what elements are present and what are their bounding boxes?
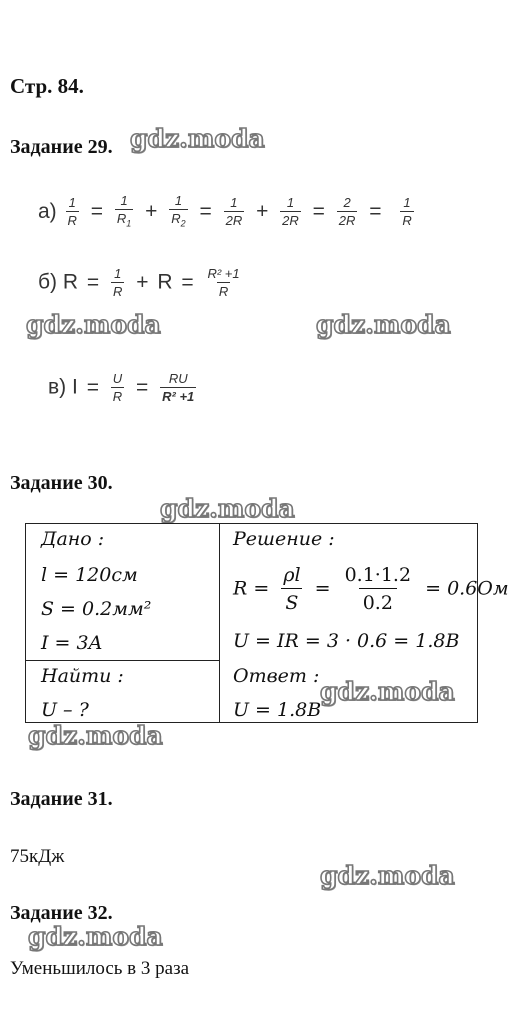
task-31-heading: Задание 31. bbox=[10, 788, 113, 810]
fraction: $\frac{1}{R_1}$ bbox=[115, 192, 133, 233]
given-area: S = 0.2мм² bbox=[41, 598, 152, 620]
formula-voltage: U = IR = 3 · 0.6 = 1.8B bbox=[233, 630, 460, 652]
answer-value: U = 1.8B bbox=[233, 699, 322, 721]
given-label: Дано : bbox=[41, 528, 105, 550]
find-label: Найти : bbox=[41, 665, 124, 687]
watermark: gdz.moda bbox=[28, 922, 163, 951]
fraction: $\frac{0.1\cdot 1.2}{0.2}$ bbox=[341, 562, 415, 617]
table-divider bbox=[219, 524, 220, 722]
table-divider bbox=[26, 660, 219, 661]
formula-v: в) I = $\frac{U}{R}$ = $\frac{RU}{\text{R² +1}}$ bbox=[48, 371, 195, 404]
formula-b: б) R = $\frac{1}{R}$ + R = $\frac{\text{R² +1}}{R}$ bbox=[38, 266, 240, 299]
answer-label: Ответ : bbox=[233, 665, 320, 687]
task-32-heading: Задание 32. bbox=[10, 902, 113, 924]
given-length: l = 120см bbox=[41, 564, 138, 586]
formula-resistance: R = $\frac{\rho l}{S}$ = $\frac{0.1\cdot 1.2}{0.2}$ = 0.6Ом bbox=[233, 562, 509, 617]
watermark: gdz.moda bbox=[320, 677, 455, 706]
formula-v-label: в) bbox=[48, 375, 67, 399]
fraction: $\frac{RU}{\text{R² +1}}$ bbox=[162, 371, 195, 404]
fraction: $\frac{1}{R_2}$ bbox=[169, 192, 187, 233]
formula-a: а) $\frac{1}{R}$ = $\frac{1}{R_1}$ + $\frac{1}{R_2}$ = $\frac{1}{2R}$ + $\frac{1}{2R}$ = $\frac{2}{2R}$ = $\frac{1}{R}$ bbox=[38, 192, 417, 233]
find-value: U – ? bbox=[41, 699, 89, 721]
fraction: $\frac{\rho l}{S}$ bbox=[279, 562, 304, 617]
fraction: $\frac{1}{R}$ bbox=[402, 195, 412, 229]
formula-b-label: б) bbox=[38, 270, 58, 294]
given-current: I = 3A bbox=[41, 632, 103, 654]
formula-a-label: а) bbox=[38, 199, 57, 223]
task-32-answer: Уменьшилось в 3 раза bbox=[10, 958, 190, 979]
fraction: $\frac{U}{R}$ bbox=[112, 371, 123, 404]
watermark: gdz.moda bbox=[28, 721, 163, 750]
solution-label: Решение : bbox=[233, 528, 335, 550]
watermark: gdz.moda bbox=[320, 861, 455, 890]
fraction: $\frac{\text{R² +1}}{R}$ bbox=[207, 266, 240, 299]
fraction: $\frac{1}{2R}$ bbox=[225, 195, 243, 229]
fraction: $\frac{1}{R}$ bbox=[113, 266, 123, 299]
task-29-heading: Задание 29. bbox=[10, 136, 113, 158]
fraction: $\frac{1}{R}$ bbox=[67, 195, 77, 229]
fraction: $\frac{2}{2R}$ bbox=[338, 195, 356, 229]
watermark: gdz.moda bbox=[316, 310, 451, 339]
watermark: gdz.moda bbox=[160, 494, 295, 523]
task-30-heading: Задание 30. bbox=[10, 472, 113, 494]
watermark: gdz.moda bbox=[26, 310, 161, 339]
page-reference: Стр. 84. bbox=[10, 74, 84, 98]
task-31-answer: 75кДж bbox=[10, 846, 65, 867]
fraction: $\frac{1}{2R}$ bbox=[282, 195, 299, 229]
watermark: gdz.moda bbox=[130, 124, 265, 153]
